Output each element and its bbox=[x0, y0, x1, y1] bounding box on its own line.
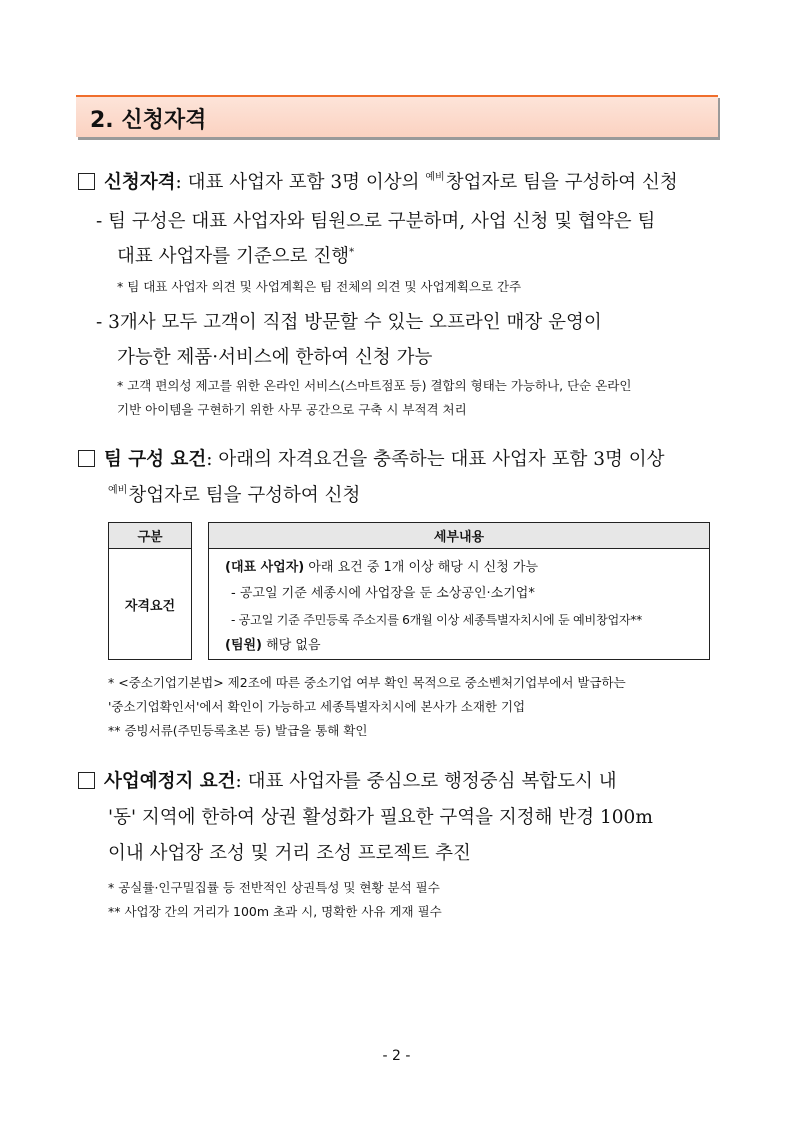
section-title: 2. 신청자격 bbox=[90, 108, 207, 133]
block3-head: 사업예정지 요건 bbox=[104, 771, 236, 792]
block2-line2 bbox=[108, 481, 360, 507]
requirements-table-right bbox=[208, 522, 710, 660]
checkbox-square-icon bbox=[78, 173, 95, 190]
block2-heading-line bbox=[78, 445, 664, 471]
table-rep-line bbox=[225, 555, 709, 581]
block2-text-b: 창업자로 팀을 구성하여 신청 bbox=[128, 485, 361, 506]
table-header-details: 세부내용 bbox=[209, 523, 709, 549]
checkbox-square-icon bbox=[78, 772, 95, 789]
block2-colon: : bbox=[206, 449, 213, 470]
block1-text-b: 창업자로 팀을 구성하여 신청 bbox=[445, 172, 678, 193]
block2-text-a: 아래의 자격요건을 충족하는 대표 사업자 포함 3명 이상 bbox=[218, 449, 665, 470]
block3-line1-text: 대표 사업자를 중심으로 행정중심 복합도시 내 bbox=[247, 771, 617, 792]
block3-line3: 이내 사업장 조성 및 거리 조성 프로젝트 추진 bbox=[108, 843, 471, 864]
footnote1-line1: * <중소기업기본법> 제2조에 따른 중소기업 여부 확인 목적으로 중소벤처기업부에서 발급하는 bbox=[108, 675, 626, 690]
footnote1-line2: '중소기업확인서'에서 확인이 가능하고 세종특별자치시에 본사가 소재한 기업 bbox=[108, 699, 526, 714]
table-header-category: 구분 bbox=[109, 523, 191, 549]
block1-dash1-line1: - 팀 구성은 대표 사업자와 팀원으로 구분하며, 사업 신청 및 협약은 팀 bbox=[96, 211, 656, 232]
block1-note1: * 팀 대표 사업자 의견 및 사업계획은 팀 전체의 의견 및 사업계획으로 간주 bbox=[117, 279, 522, 294]
block3-line2: '동' 지역에 한하여 상권 활성화가 필요한 구역을 지정해 반경 100m bbox=[108, 807, 653, 828]
block1-dash1-text: 대표 사업자를 기준으로 진행 bbox=[117, 246, 350, 267]
table-item1: - 공고일 기준 세종시에 사업장을 둔 소상공인·소기업* bbox=[231, 586, 535, 601]
block1-prefix: 예비 bbox=[425, 172, 445, 183]
table-item2: - 공고일 기준 주민등록 주소지를 6개월 이상 세종특별자치시에 둔 예비창업자** bbox=[231, 613, 642, 627]
block1-text-a: 대표 사업자 포함 3명 이상의 bbox=[187, 172, 420, 193]
block1-head: 신청자격 bbox=[104, 172, 176, 193]
table-rep-text: 아래 요건 중 1개 이상 해당 시 신청 가능 bbox=[308, 560, 539, 575]
block1-dash2-line2: 가능한 제품·서비스에 한하여 신청 가능 bbox=[117, 347, 433, 368]
section-title-bar bbox=[76, 95, 718, 137]
block2-head: 팀 구성 요건 bbox=[104, 449, 207, 470]
block1-note2-line2: 기반 아이템을 구현하기 위한 사무 공간으로 구축 시 부적격 처리 bbox=[117, 402, 467, 417]
requirements-table-left bbox=[108, 522, 192, 660]
block1-dash2-line1: - 3개사 모두 고객이 직접 방문할 수 있는 오프라인 매장 운영이 bbox=[96, 312, 602, 333]
block3-note2: ** 사업장 간의 거리가 100m 초과 시, 명확한 사유 게재 필수 bbox=[108, 904, 442, 919]
block1-heading-line bbox=[78, 168, 678, 194]
block3-colon: : bbox=[235, 771, 242, 792]
block1-colon: : bbox=[175, 172, 182, 193]
table-member-text: 해당 없음 bbox=[266, 638, 321, 653]
table-member-label: (팀원) bbox=[225, 638, 262, 653]
block3-note1: * 공실률·인구밀집률 등 전반적인 상권특성 및 현황 분석 필수 bbox=[108, 880, 440, 895]
page-number: - 2 - bbox=[382, 1048, 411, 1064]
block1-dash1-star: * bbox=[349, 247, 355, 258]
table-row-label: 자격요건 bbox=[124, 598, 176, 614]
table-details-cell bbox=[209, 549, 709, 659]
checkbox-square-icon bbox=[78, 450, 95, 467]
block1-dash1-line2 bbox=[117, 242, 354, 268]
block2-prefix: 예비 bbox=[108, 485, 128, 496]
footnote2: ** 증빙서류(주민등록초본 등) 발급을 통해 확인 bbox=[108, 723, 368, 738]
table-rep-label: (대표 사업자) bbox=[225, 560, 305, 575]
block1-note2-line1: * 고객 편의성 제고를 위한 온라인 서비스(스마트점포 등) 결합의 형태는 가능하나, 단순 온라인 bbox=[117, 378, 632, 393]
table-member-line bbox=[225, 633, 709, 659]
block3-heading-line bbox=[78, 767, 718, 793]
